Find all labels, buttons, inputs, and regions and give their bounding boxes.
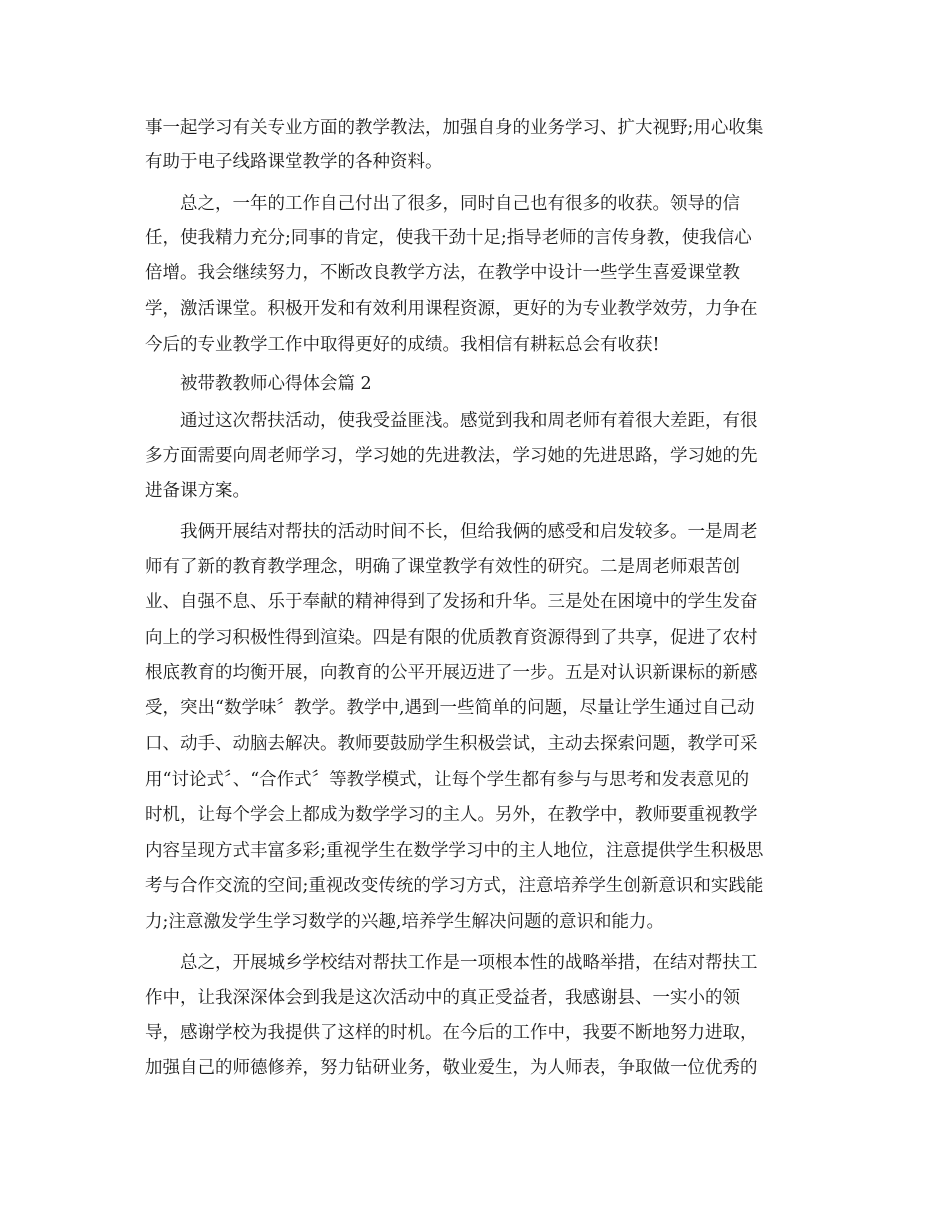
text-line: 作中，让我深深体会到我是这次活动中的真正受益者，我感谢县、一实小的领 [145, 988, 740, 1008]
text-line: 内容呈现方式丰富多彩;重视学生在数学学习中的主人地位，注意提供学生积极思 [145, 841, 764, 861]
text-line: 受，突出“数学味〞教学。教学中,遇到一些简单的问题，尽量让学生通过自己动 [145, 698, 755, 718]
text-line: 今后的专业教学工作中取得更好的成绩。我相信有耕耘总会有收获! [145, 335, 660, 355]
text-line: 用“讨论式〞、“合作式〞等教学模式，让每个学生都有参与与思考和发表意见的 [145, 770, 750, 790]
text-line: 学，激活课堂。积极开发和有效利用课程资源，更好的为专业教学效劳，力争在 [145, 299, 758, 319]
text-line: 师有了新的教育教学理念，明确了课堂教学有效性的研究。二是周老师艰苦创 [145, 557, 740, 577]
text-line: 任，使我精力充分;同事的肯定，使我干劲十足;指导老师的言传身教，使我信心 [145, 228, 752, 248]
text-line: 口、动手、动脑去解决。教师要鼓励学生积极尝试，主动去探索问题，教学可采 [145, 734, 758, 754]
text-line: 导，感谢学校为我提供了这样的时机。在今后的工作中，我要不断地努力进取， [145, 1023, 758, 1043]
text-line: 业、自强不息、乐于奉献的精神得到了发扬和升华。三是处在困境中的学生发奋 [145, 592, 758, 612]
text-line: 倍增。我会继续努力，不断改良教学方法，在教学中设计一些学生喜爱课堂教 [145, 263, 740, 283]
section-heading: 被带教教师心得体会篇 2 [180, 374, 372, 394]
paragraph-first-line: 总之，开展城乡学校结对帮扶工作是一项根本性的战略举措，在结对帮扶工 [180, 953, 758, 973]
text-line: 有助于电子线路课堂教学的各种资料。 [145, 152, 443, 172]
text-line: 事一起学习有关专业方面的教学教法，加强自身的业务学习、扩大视野;用心收集 [145, 118, 764, 138]
text-line: 考与合作交流的空间;重视改变传统的学习方式，注意培养学生创新意识和实践能 [145, 876, 764, 896]
text-line: 力;注意激发学生学习数学的兴趣,培养学生解决问题的意识和能力。 [145, 912, 664, 932]
text-line: 加强自己的师德修养，努力钻研业务，敬业爱生，为人师表，争取做一位优秀的 [145, 1058, 758, 1078]
text-line: 根底教育的均衡开展，向教育的公平开展迈进了一步。五是对认识新课标的新感 [145, 663, 758, 683]
paragraph-first-line: 总之，一年的工作自己付出了很多，同时自己也有很多的收获。领导的信 [180, 194, 740, 214]
text-line: 多方面需要向周老师学习，学习她的先进教法，学习她的先进思路，学习她的先 [145, 446, 758, 466]
paragraph-first-line: 我俩开展结对帮扶的活动时间不长，但给我俩的感受和启发较多。一是周老 [180, 522, 758, 542]
text-line: 向上的学习积极性得到渲染。四是有限的优质教育资源得到了共享，促进了农村 [145, 628, 758, 648]
text-line: 时机，让每个学会上都成为数学学习的主人。另外，在教学中，教师要重视教学 [145, 805, 758, 825]
paragraph-first-line: 通过这次帮扶活动，使我受益匪浅。感觉到我和周老师有着很大差距，有很 [180, 411, 758, 431]
text-line: 进备课方案。 [145, 481, 250, 501]
